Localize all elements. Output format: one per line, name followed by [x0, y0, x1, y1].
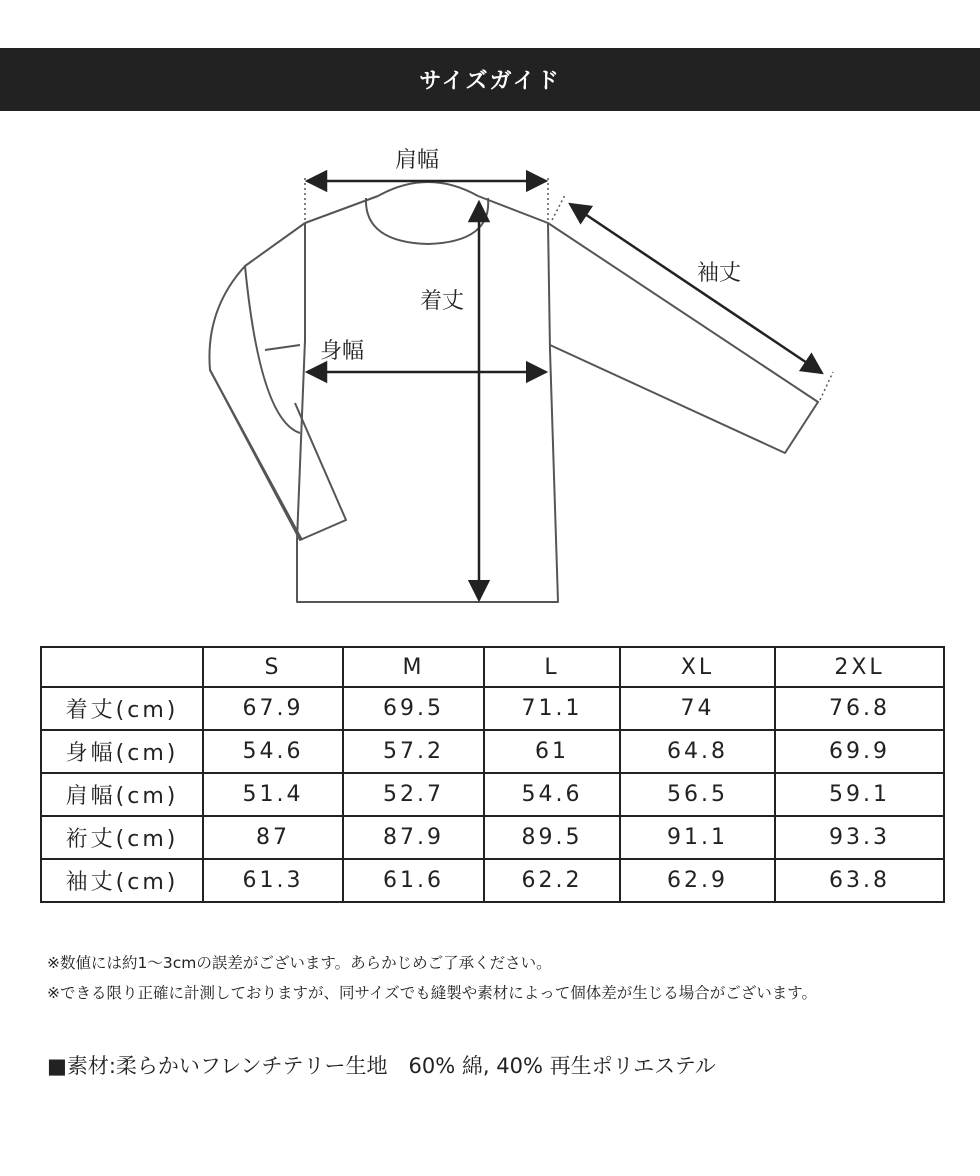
table-cell: 54.6	[484, 773, 620, 816]
table-cell: 64.8	[620, 730, 775, 773]
table-cell: 62.9	[620, 859, 775, 902]
table-row	[41, 859, 944, 902]
row-label: 肩幅(cm)	[41, 773, 203, 816]
note-tolerance: ※数値には約1〜3cmの誤差がございます。あらかじめご了承ください。	[47, 954, 552, 972]
table-cell: 71.1	[484, 687, 620, 730]
length-label: 着丈	[420, 289, 465, 314]
size-header: XL	[620, 647, 775, 687]
table-cell: 63.8	[775, 859, 944, 902]
table-cell: 54.6	[203, 730, 343, 773]
table-row	[41, 816, 944, 859]
material-info: ■素材:柔らかいフレンチテリー生地 60% 綿, 40% 再生ポリエステル	[47, 1054, 716, 1078]
table-cell: 76.8	[775, 687, 944, 730]
table-cell: 62.2	[484, 859, 620, 902]
table-cell: 56.5	[620, 773, 775, 816]
garment-diagram	[0, 120, 980, 620]
sleeve-label: 袖丈	[697, 261, 742, 286]
table-row	[41, 730, 944, 773]
row-label: 着丈(cm)	[41, 687, 203, 730]
table-cell: 69.9	[775, 730, 944, 773]
page-header	[0, 48, 980, 111]
shirt-outline	[209, 182, 818, 602]
row-label: 身幅(cm)	[41, 730, 203, 773]
table-cell: 67.9	[203, 687, 343, 730]
table-cell: 61	[484, 730, 620, 773]
table-row	[41, 773, 944, 816]
table-header-row	[41, 647, 944, 687]
table-cell: 87	[203, 816, 343, 859]
size-header: S	[203, 647, 343, 687]
page-title: サイズガイド	[419, 69, 561, 94]
table-cell: 91.1	[620, 816, 775, 859]
table-cell: 59.1	[775, 773, 944, 816]
table-cell: 93.3	[775, 816, 944, 859]
size-header: M	[343, 647, 484, 687]
table-corner-cell	[41, 647, 203, 687]
table-cell: 51.4	[203, 773, 343, 816]
table-cell: 74	[620, 687, 775, 730]
size-header: L	[484, 647, 620, 687]
sleeve-arrow	[570, 204, 822, 373]
table-cell: 57.2	[343, 730, 484, 773]
row-label: 裄丈(cm)	[41, 816, 203, 859]
note-variation: ※できる限り正確に計測しておりますが、同サイズでも縫製や素材によって個体差が生じる場合がございます。	[47, 984, 818, 1002]
size-header: 2XL	[775, 647, 944, 687]
table-cell: 69.5	[343, 687, 484, 730]
table-cell: 61.6	[343, 859, 484, 902]
row-label: 袖丈(cm)	[41, 859, 203, 902]
table-cell: 89.5	[484, 816, 620, 859]
size-table	[40, 646, 945, 903]
notes	[47, 948, 967, 1008]
table-row	[41, 687, 944, 730]
body-width-label: 身幅	[320, 339, 365, 364]
shirt-illustration	[0, 120, 980, 620]
table-cell: 87.9	[343, 816, 484, 859]
table-cell: 52.7	[343, 773, 484, 816]
shoulder-label: 肩幅	[395, 148, 440, 173]
table-cell: 61.3	[203, 859, 343, 902]
